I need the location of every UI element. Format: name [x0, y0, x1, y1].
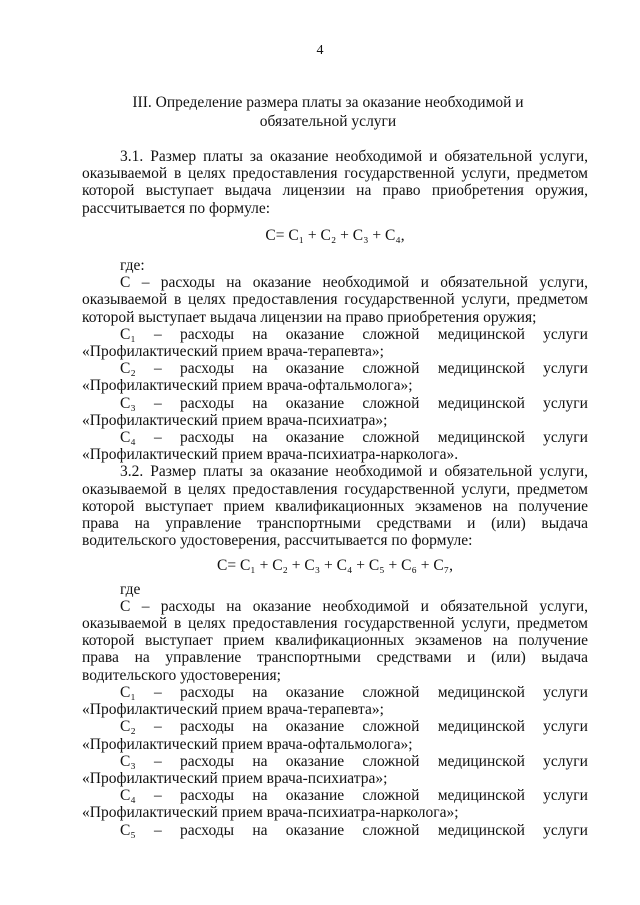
cost-word: расходы — [180, 718, 235, 736]
document-body — [82, 148, 588, 839]
cost-symbol: С₁ — [120, 325, 136, 343]
cost-word: услуги — [543, 429, 588, 447]
cost-word: – — [154, 787, 162, 805]
cost-word: расходы — [180, 821, 235, 839]
cost-component-line — [82, 822, 588, 839]
cost-word: медицинской — [437, 683, 525, 701]
cost-word: расходы — [180, 325, 235, 343]
cost-word: медицинской — [437, 718, 525, 736]
cost-word: медицинской — [437, 821, 525, 839]
cost-component-list-1 — [82, 326, 588, 464]
cost-word: услуги — [543, 821, 588, 839]
c-definition-1: С – расходы на оказание необходимой и обязательной услуги, оказываемой в целях предоставления государственной услуги, предметом которой выступает выдача лицензии на право приобретения оружия; — [82, 274, 588, 326]
cost-word: расходы — [180, 394, 235, 412]
cost-word: – — [154, 429, 162, 447]
cost-component-list-2 — [82, 684, 588, 839]
cost-word: оказание — [285, 429, 345, 447]
cost-word: – — [154, 821, 162, 839]
cost-word: сложной — [362, 683, 420, 701]
cost-word: – — [154, 360, 162, 378]
cost-word: медицинской — [437, 752, 525, 770]
cost-symbol: С₄ — [120, 787, 136, 805]
cost-word: медицинской — [437, 325, 525, 343]
cost-word: медицинской — [437, 787, 525, 805]
cost-word: услуги — [543, 787, 588, 805]
cost-word: расходы — [180, 360, 235, 378]
cost-symbol: С₃ — [120, 394, 136, 412]
cost-word: сложной — [362, 394, 420, 412]
cost-component-name: «Профилактический прием врача-психиатра-нарколога»; — [82, 804, 459, 822]
cost-component-name: «Профилактический прием врача-офтальмолога»; — [82, 735, 413, 753]
cost-word: оказание — [285, 683, 345, 701]
cost-word: расходы — [180, 752, 235, 770]
cost-word: на — [252, 394, 268, 412]
cost-word: на — [252, 787, 268, 805]
cost-component-line — [82, 684, 588, 701]
cost-word: на — [252, 718, 268, 736]
cost-word: на — [252, 683, 268, 701]
cost-component-line — [82, 753, 588, 770]
cost-word: сложной — [362, 787, 420, 805]
cost-word: оказание — [285, 821, 345, 839]
cost-word: на — [252, 360, 268, 378]
c-definition-2: С – расходы на оказание необходимой и обязательной услуги, оказываемой в целях предоставления государственной услуги, предметом которой выступает прием квалификационных экзаменов на получение права на управление транспортными средствами и (или) выдача водительского удостоверения; — [82, 597, 588, 684]
cost-word: медицинской — [437, 360, 525, 378]
cost-word: – — [154, 683, 162, 701]
cost-component-name: «Профилактический прием врача-терапевта»; — [82, 343, 384, 361]
cost-word: оказание — [285, 752, 345, 770]
cost-word: на — [252, 429, 268, 447]
cost-word: оказание — [285, 718, 345, 736]
cost-word: услуги — [543, 718, 588, 736]
cost-word: – — [154, 752, 162, 770]
cost-symbol: С₅ — [120, 821, 136, 839]
cost-word: сложной — [362, 752, 420, 770]
cost-word: сложной — [362, 718, 420, 736]
cost-word: услуги — [543, 752, 588, 770]
cost-word: сложной — [362, 429, 420, 447]
cost-symbol: С₂ — [120, 718, 136, 736]
where-label-1: где: — [120, 257, 145, 275]
cost-word: расходы — [180, 787, 235, 805]
cost-component-line — [82, 360, 588, 377]
cost-word: медицинской — [437, 429, 525, 447]
cost-component-line — [82, 429, 588, 446]
cost-component-name: «Профилактический прием врача-офтальмолога»; — [82, 377, 413, 395]
cost-component-line — [82, 326, 588, 343]
cost-symbol: С₄ — [120, 429, 136, 447]
cost-component-name: «Профилактический прием врача-психиатра»; — [82, 411, 388, 429]
cost-word: сложной — [362, 360, 420, 378]
cost-word: сложной — [362, 821, 420, 839]
cost-word: услуги — [543, 325, 588, 343]
cost-component-name: «Профилактический прием врача-психиатра»; — [82, 769, 388, 787]
paragraph-3-1: 3.1. Размер платы за оказание необходимой и обязательной услуги, оказываемой в целях предоставления государственной услуги, предметом которой выступает выдача лицензии на право приобретения оружия, рассчитывается по формуле: — [82, 148, 588, 217]
cost-component-line — [82, 395, 588, 412]
page-number: 4 — [316, 43, 324, 58]
cost-component-name: «Профилактический прием врача-терапевта»; — [82, 701, 384, 719]
where-label-2: где — [120, 580, 141, 598]
paragraph-3-2: 3.2. Размер платы за оказание необходимой и обязательной услуги, оказываемой в целях предоставления государственной услуги, предметом которой выступает прием квалификационных экзаменов на получение права на управление транспортными средствами и (или) выдача водительского удостоверения, рассчитывается по формуле: — [82, 463, 588, 550]
cost-word: – — [154, 325, 162, 343]
formula-2: С= С₁ + С₂ + С₃ + С₄ + С₅ + С₆ + С₇, — [217, 557, 453, 575]
cost-word: на — [252, 821, 268, 839]
cost-word: оказание — [285, 360, 345, 378]
cost-word: услуги — [543, 360, 588, 378]
cost-word: услуги — [543, 394, 588, 412]
cost-word: – — [154, 718, 162, 736]
cost-word: оказание — [285, 394, 345, 412]
section-heading: III. Определение размера платы за оказание необходимой и обязательной услуги — [132, 94, 524, 130]
cost-word: – — [154, 394, 162, 412]
cost-word: расходы — [180, 429, 235, 447]
cost-word: сложной — [362, 325, 420, 343]
cost-word: оказание — [285, 325, 345, 343]
cost-word: расходы — [180, 683, 235, 701]
cost-word: медицинской — [437, 394, 525, 412]
cost-symbol: С₂ — [120, 360, 136, 378]
cost-symbol: С₃ — [120, 752, 136, 770]
cost-word: оказание — [285, 787, 345, 805]
cost-component-line — [82, 787, 588, 804]
cost-component-name: «Профилактический прием врача-психиатра-нарколога». — [82, 446, 459, 464]
cost-word: на — [252, 325, 268, 343]
cost-component-line — [82, 718, 588, 735]
cost-word: на — [252, 752, 268, 770]
cost-symbol: С₁ — [120, 683, 136, 701]
cost-word: услуги — [543, 683, 588, 701]
formula-1: С= С₁ + С₂ + С₃ + С₄, — [265, 226, 405, 244]
